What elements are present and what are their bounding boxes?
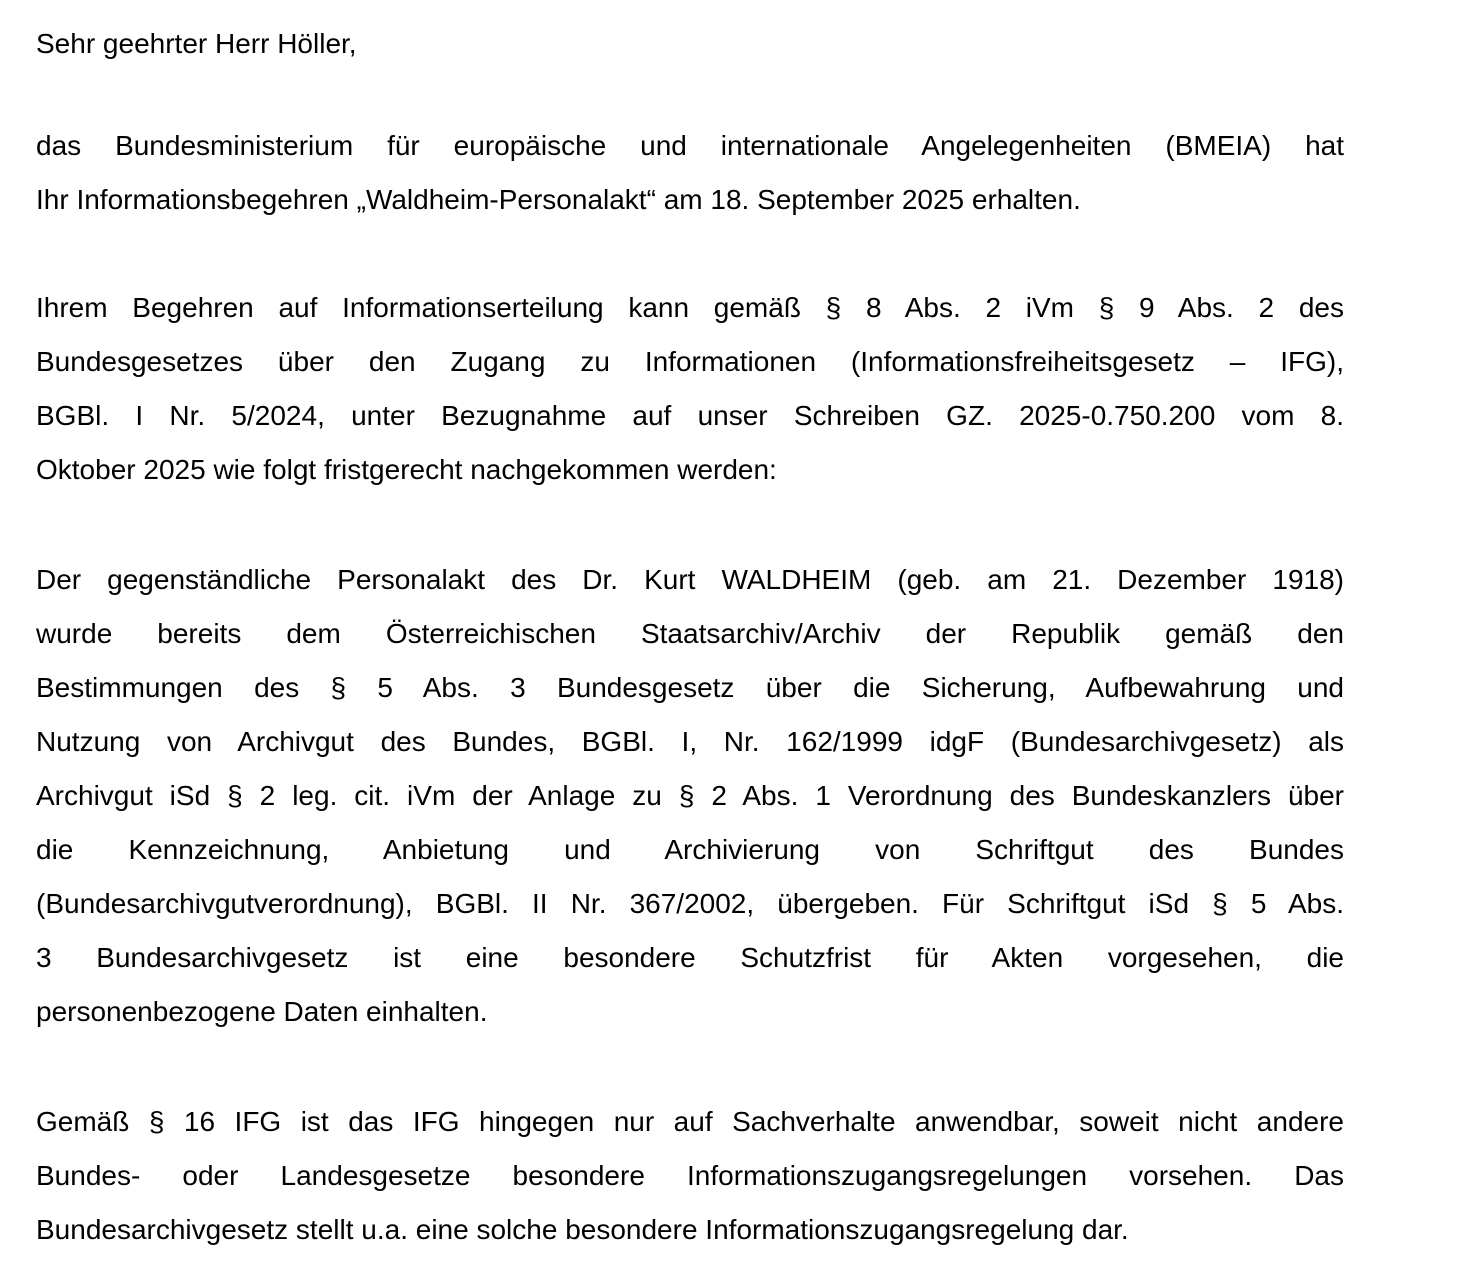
- text-line: Bundes- oder Landesgesetze besondere Informationszugangsregelungen vorsehen. Das: [36, 1160, 1344, 1191]
- text-line: personenbezogene Daten einhalten.: [36, 996, 488, 1027]
- text-line: Bestimmungen des § 5 Abs. 3 Bundesgesetz über die Sicherung, Aufbewahrung und: [36, 672, 1344, 703]
- text-line: Der gegenständliche Personalakt des Dr. Kurt WALDHEIM (geb. am 21. Dezember 1918): [36, 564, 1344, 595]
- text-line: (Bundesarchivgutverordnung), BGBl. II Nr. 367/2002, übergeben. Für Schriftgut iSd § 5 Abs.: [36, 888, 1344, 919]
- text-line: BGBl. I Nr. 5/2024, unter Bezugnahme auf unser Schreiben GZ. 2025-0.750.200 vom 8.: [36, 400, 1344, 431]
- text-line: Archivgut iSd § 2 leg. cit. iVm der Anlage zu § 2 Abs. 1 Verordnung des Bundeskanzlers über: [36, 780, 1344, 811]
- text-line: Gemäß § 16 IFG ist das IFG hingegen nur auf Sachverhalte anwendbar, soweit nicht andere: [36, 1106, 1344, 1137]
- text-line: Nutzung von Archivgut des Bundes, BGBl. I, Nr. 162/1999 idgF (Bundesarchivgesetz) als: [36, 726, 1344, 757]
- text-line: das Bundesministerium für europäische und internationale Angelegenheiten (BMEIA) hat: [36, 130, 1344, 161]
- text-line: Bundesarchivgesetz stellt u.a. eine solche besondere Informationszugangsregelung dar.: [36, 1214, 1129, 1245]
- paragraph-receipt: [36, 119, 1344, 227]
- salutation-text: Sehr geehrter Herr Höller,: [36, 28, 357, 59]
- text-line: 3 Bundesarchivgesetz ist eine besondere Schutzfrist für Akten vorgesehen, die: [36, 942, 1344, 973]
- paragraph-personnel-file: [36, 553, 1344, 1039]
- text-line: die Kennzeichnung, Anbietung und Archivierung von Schriftgut des Bundes: [36, 834, 1344, 865]
- text-line: Bundesgesetzes über den Zugang zu Informationen (Informationsfreiheitsgesetz – IFG),: [36, 346, 1344, 377]
- paragraph-ifg-section-16: [36, 1095, 1344, 1257]
- text-line: Ihr Informationsbegehren „Waldheim-Personalakt“ am 18. September 2025 erhalten.: [36, 184, 1081, 215]
- paragraph-legal-basis: [36, 281, 1344, 497]
- text-line: Oktober 2025 wie folgt fristgerecht nachgekommen werden:: [36, 454, 777, 485]
- salutation-line: [36, 17, 1344, 71]
- text-line: wurde bereits dem Österreichischen Staatsarchiv/Archiv der Republik gemäß den: [36, 618, 1344, 649]
- text-line: Ihrem Begehren auf Informationserteilung kann gemäß § 8 Abs. 2 iVm § 9 Abs. 2 des: [36, 292, 1344, 323]
- salutation: [36, 17, 1344, 71]
